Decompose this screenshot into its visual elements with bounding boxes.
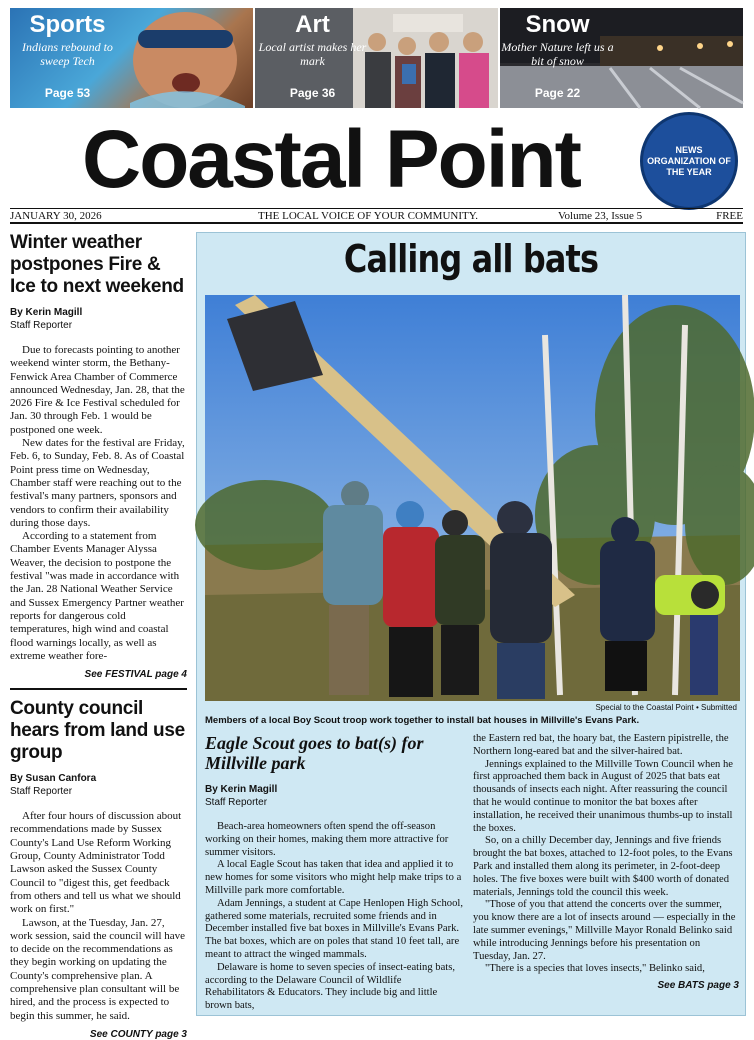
award-badge: NEWS ORGANIZATION OF THE YEAR [640, 112, 738, 210]
jump-link[interactable]: See BATS page 3 [657, 980, 739, 992]
author: By Kerin Magill [10, 307, 83, 318]
author: By Kerin Magill [205, 784, 278, 795]
story-body [10, 810, 187, 1023]
dateline [10, 208, 743, 224]
feature-column-2 [473, 733, 739, 991]
paragraph: Lawson, at the Tuesday, Jan. 27, work session, said the council will have to decide on the recommendations as they begin working on updating the County's comprehensive plan. A comprehensive plan consultant will be hired, and the process is expected to begin this summer, he said. [10, 916, 186, 1022]
paragraph: "There is a species that loves insects," Belinko said, [485, 963, 705, 975]
paragraph: Jennings explained to the Millville Town Council when he first approached them back in August of 2025 that bats eat thousands of insects each night. After reassuring the council that he would continue to monitor the bat boxes after installation, he received their unanimous thumbs-up to install the boxes. [473, 758, 733, 834]
author: By Susan Canfora [10, 773, 97, 785]
paragraph: Beach-area homeowners often spend the off-season working on their homes, making them more attractive for summer visitors. [205, 821, 449, 858]
paragraph: After four hours of discussion about recommendations made by Sussex County's Land Use Reform Working Group, County Administrator Todd Lawson asked the Sussex County Council to "digest this, get feedback from others and tell us what we should work on first." [10, 810, 182, 916]
promo-strip [10, 8, 743, 108]
photo-credit: Special to the Coastal Point • Submitted [595, 703, 737, 712]
promo-title: Sports [29, 11, 106, 38]
paragraph: Adam Jennings, a student at Cape Henlopen High School, gathered some materials, recruited some friends and in December installed five bat boxes in Millville's Evans Park. The bat boxes, which are on poles that stand 10 feet tall, are meant to attract the winged mammals. [205, 897, 463, 960]
author-role: Staff Reporter [10, 320, 73, 331]
feature-body [205, 821, 463, 1013]
tagline: THE LOCAL VOICE OF YOUR COMMUNITY. [258, 210, 479, 222]
feature-body [473, 733, 739, 976]
photo-caption: Members of a local Boy Scout troop work together to install bat houses in Millville's Evans Park. [205, 715, 640, 726]
left-column [10, 232, 187, 1040]
author-role: Staff Reporter [205, 797, 268, 808]
promo-subtitle: Indians rebound to sweep Tech [22, 40, 113, 68]
promo-title: Snow [525, 11, 590, 38]
scouts-bat-box-photo [205, 295, 740, 701]
paragraph: New dates for the festival are Friday, Feb. 6, to Sunday, Feb. 8. As of Coastal Point press time on Wednesday, Chamber staff were reaching out to the festival's many partners, sponsors and vendors to confirm their availability during those days. [10, 437, 185, 529]
promo-title: Art [295, 11, 330, 38]
promo-snow[interactable] [500, 8, 743, 108]
paragraph: the Eastern red bat, the hoary bat, the Eastern pipistrelle, the Northern long-eared bat and the silver-haired bat. [473, 733, 729, 757]
promo-page: Page 22 [534, 86, 581, 100]
paragraph: So, on a chilly December day, Jennings and five friends brought the bat boxes, attached to 12-foot poles, to the Evans Park and installed them along its perimeter, in 2-foot-deep holes. The five boxes were built with $400 worth of donated materials, Jennings told the council this week. [473, 835, 733, 898]
issue-volume: Volume 23, Issue 5 [558, 210, 643, 222]
divider [10, 688, 187, 690]
newspaper-logo[interactable]: Coastal Point [82, 114, 580, 205]
promo-subtitle: Mother Nature left us a bit of snow [501, 40, 614, 68]
paragraph: "Those of you that attend the concerts over the summer, you know there are a lot of insects around — especially in the late summer evenings," Millville Mayor Ronald Belinko said while introducing Jennings before his presentation on Tuesday, Jan. 27. [473, 899, 736, 962]
paragraph: Delaware is home to seven species of insect-eating bats, according to the Delaware Council of Wildlife Rehabilitators & Educators. They include big and little brown bats, [205, 961, 455, 1012]
promo-page: Page 53 [44, 86, 91, 100]
feature-title[interactable]: Calling all bats [343, 237, 599, 281]
promo-subtitle: Local artist makes her mark [258, 40, 367, 68]
headline[interactable]: County council hears from land use group [10, 698, 185, 764]
issue-date: JANUARY 30, 2026 [10, 210, 102, 222]
jump-link[interactable]: See COUNTY page 3 [89, 1028, 187, 1040]
feature-photo [205, 295, 740, 701]
promo-sports[interactable] [10, 8, 253, 108]
story-body [10, 344, 187, 663]
story-county-council [10, 698, 187, 1040]
masthead [10, 112, 743, 207]
promo-art[interactable] [255, 8, 498, 108]
paragraph: According to a statement from Chamber Events Manager Alyssa Weaver, the decision to postpone the festival "was made in accordance with the Jan. 28 National Weather Service and Sussex Emergency Partner weather reports for dangerous cold temperatures, high wind and coastal flood warnings locally, as well as extreme weather fore- [10, 530, 184, 662]
jump-link[interactable]: See FESTIVAL page 4 [84, 669, 187, 681]
author-role: Staff Reporter [10, 786, 73, 798]
feature-story [196, 232, 746, 1016]
story-winter-weather [10, 232, 187, 680]
paragraph: Due to forecasts pointing to another weekend winter storm, the Bethany-Fenwick Area Chamber of Commerce announced Wednesday, Jan. 28, that the 2026 Fire & Ice Festival scheduled for Jan. 30 through Feb. 1 would be postponed one week. [10, 344, 185, 436]
promo-page: Page 36 [289, 86, 336, 100]
feature-column-1 [205, 733, 463, 1013]
price: FREE [716, 210, 743, 222]
headline[interactable]: Winter weather postpones Fire & Ice to next weekend [10, 232, 184, 297]
paragraph: A local Eagle Scout has taken that idea and applied it to new homes for some visitors who might help make trips to a Millville park more comfortable. [205, 859, 462, 896]
feature-headline[interactable]: Eagle Scout goes to bat(s) for Millville park [205, 733, 424, 773]
